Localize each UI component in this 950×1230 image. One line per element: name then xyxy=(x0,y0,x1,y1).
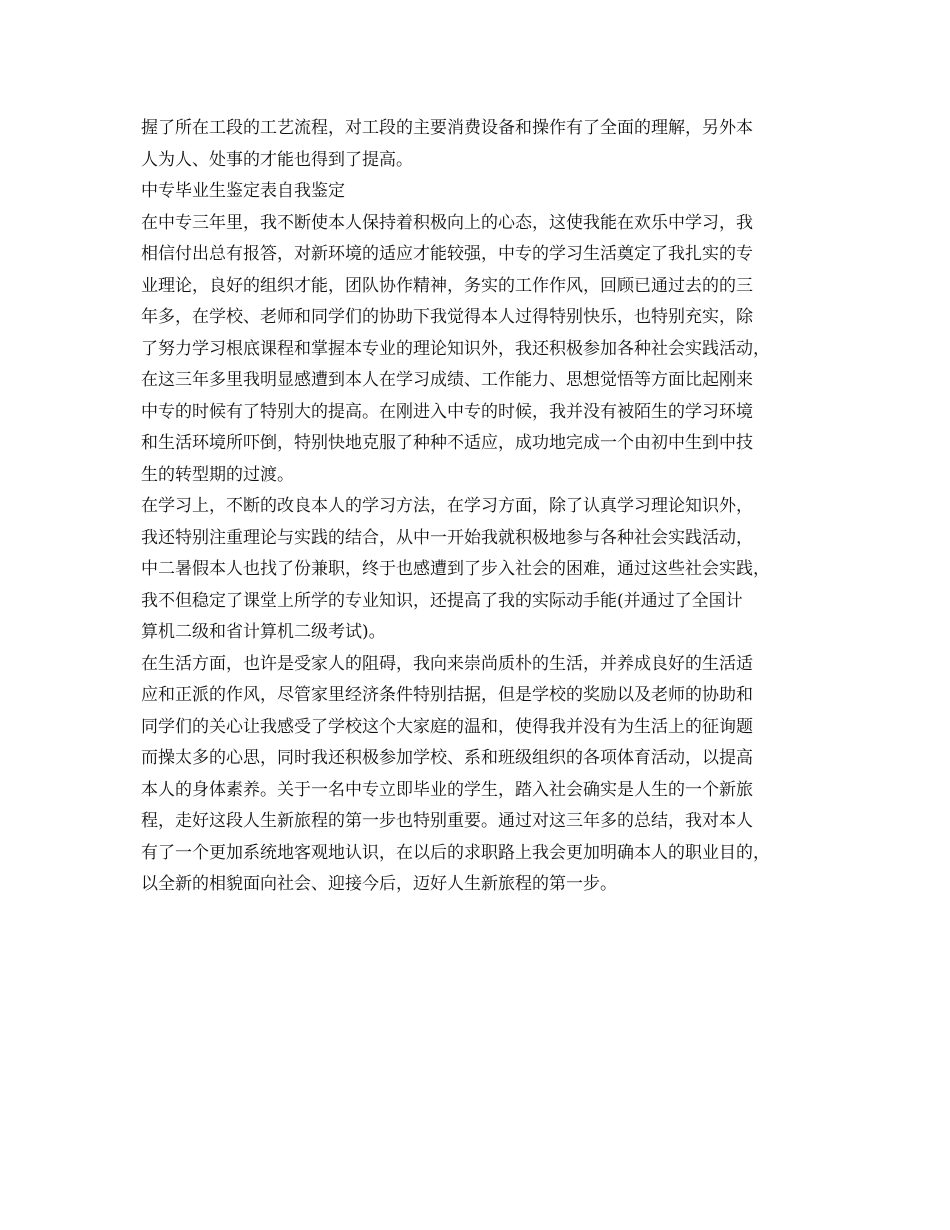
text-line: 应和正派的作风，尽管家里经济条件特别拮据，但是学校的奖励以及老师的协助和 xyxy=(141,685,753,705)
text-line: 本人的身体素养。关于一名中专立即毕业的学生，踏入社会确实是人生的一个新旅 xyxy=(141,779,753,800)
text-line: 人为人、处事的才能也得到了提高。 xyxy=(141,149,413,170)
text-line: 以全新的相貌面向社会、迎接今后，迈好人生新旅程的第一步。 xyxy=(141,874,617,894)
text-line: 业理论，良好的组织才能，团队协作精神，务实的工作作风，回顾已通过去的的三 xyxy=(141,275,753,296)
text-line: 我还特别注重理论与实践的结合，从中一开始我就积极地参与各种社会实践活动， xyxy=(141,527,753,548)
text-line: 生的转型期的过渡。 xyxy=(141,464,294,485)
text-line: 有了一个更加系统地客观地认识，在以后的求职路上我会更加明确本人的职业目的， xyxy=(141,842,770,863)
text-line: 中专的时候有了特别大的提高。在刚进入中专的时候，我并没有被陌生的学习环境 xyxy=(141,401,753,422)
text-line: 我不但稳定了课堂上所学的专业知识，还提高了我的实际动手能(并通过了全国计 xyxy=(141,590,743,611)
document-body xyxy=(141,113,821,901)
text-line: 而操太多的心思，同时我还积极参加学校、系和班级组织的各项体育活动，以提高 xyxy=(141,748,753,768)
text-line: 在学习上，不断的改良本人的学习方法，在学习方面，除了认真学习理论知识外， xyxy=(141,496,753,516)
text-line: 了努力学习根底课程和掌握本专业的理论知识外，我还积极参加各种社会实践活动， xyxy=(141,338,770,359)
text-line: 在中专三年里，我不断使本人保持着积极向上的心态，这使我能在欢乐中学习，我 xyxy=(141,212,753,233)
text-line: 在这三年多里我明显感遭到本人在学习成绩、工作能力、思想觉悟等方面比起刚来 xyxy=(141,370,753,390)
text-line: 中二暑假本人也找了份兼职，终于也感遭到了步入社会的困难，通过这些社会实践， xyxy=(141,559,770,579)
text-line: 在生活方面，也许是受家人的阻碍，我向来崇尚质朴的生活，并养成良好的生活适 xyxy=(141,653,753,674)
text-line: 握了所在工段的工艺流程，对工段的主要消费设备和操作有了全面的理解，另外本 xyxy=(141,118,753,138)
text-line: 算机二级和省计算机二级考试)。 xyxy=(141,622,386,642)
text-line: 和生活环境所吓倒，特别快地克服了种种不适应，成功地完成一个由初中生到中技 xyxy=(141,433,753,453)
text-line: 年多，在学校、老师和同学们的协助下我觉得本人过得特别快乐，也特别充实，除 xyxy=(141,307,753,327)
section-heading: 中专毕业生鉴定表自我鉴定 xyxy=(141,181,345,201)
text-line: 程，走好这段人生新旅程的第一步也特别重要。通过对这三年多的总结，我对本人 xyxy=(141,811,753,831)
text-line: 相信付出总有报答，对新环境的适应才能较强，中专的学习生活奠定了我扎实的专 xyxy=(141,244,753,264)
text-line: 同学们的关心让我感受了学校这个大家庭的温和，使得我并没有为生活上的征询题 xyxy=(141,716,753,737)
